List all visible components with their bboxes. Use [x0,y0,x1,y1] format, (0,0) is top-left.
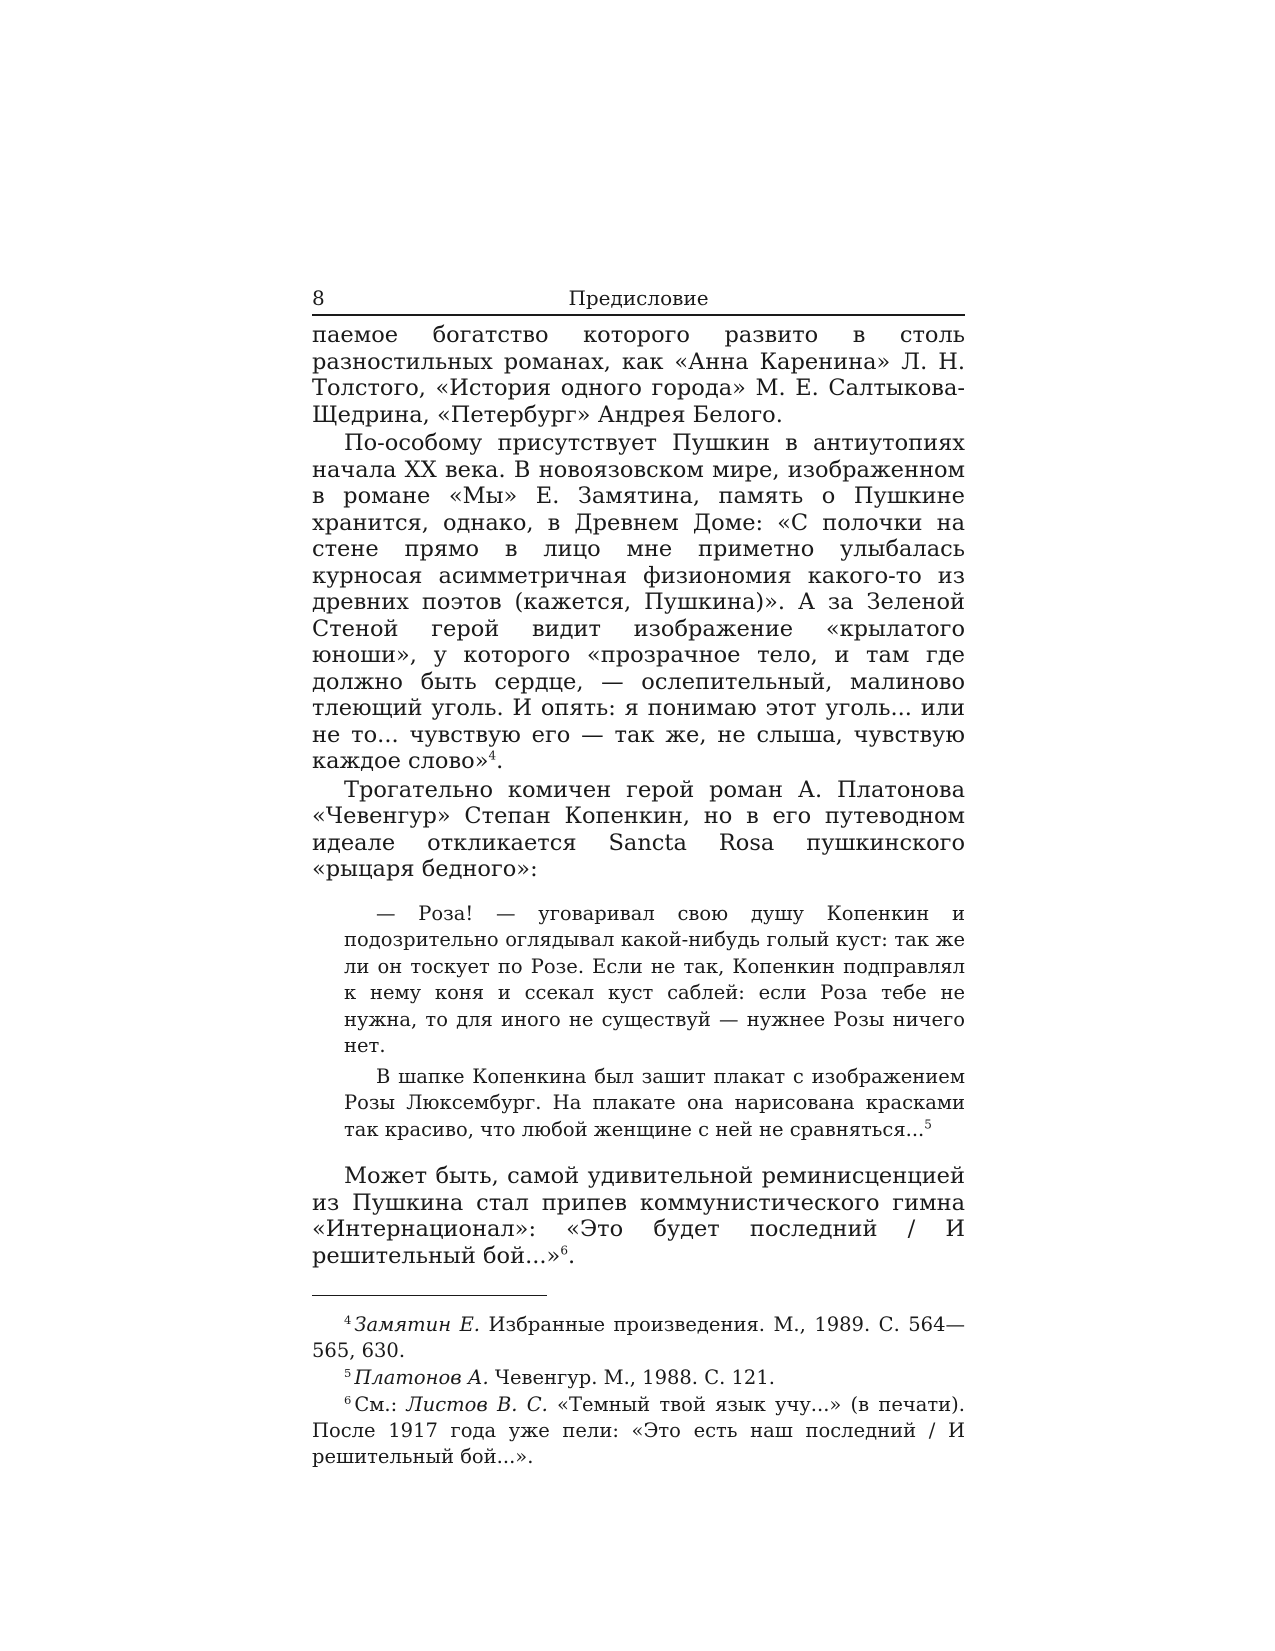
footnote-4: $^4$ Замятин Е. Избранные произведения. М., 1989. С. 564—565, 630. [312,1312,965,1362]
footnotes [312,1312,965,1470]
footnote-ref-5[interactable]: 5 [924,1117,932,1131]
paragraph-internationale: Может быть, самой удивительной реминисценцией из Пушкина стал припев коммунистического гимна «Интернационал»: «Это будет последний / И решительный бой...»$^6$. [312,1163,965,1269]
main-text [312,322,965,883]
main-text-continued [312,1163,965,1269]
paragraph-continued: паемое богатство которого развито в столь разностильных романах, как «Анна Каренина» Л. Н. Толстого, «История одного города» М. Е. Салтыкова-Щедрина, «Петербург» Андрея Белого. [312,322,965,428]
block-quote [344,901,965,1144]
footnote-5: $^5$ Платонов А. Чевенгур. М., 1988. С. 121. [344,1365,775,1389]
footnote-6: $^6$ См.: Листов В. С. «Темный твой язык учу...» (в печати). После 1917 года уже пели: «Это есть наш последний / И решительный бой...». [312,1392,965,1468]
footnote-ref-6[interactable]: 6 [560,1243,568,1257]
running-head [312,284,965,316]
section-title: Предисловие [568,286,709,310]
paragraph-antiutopia: По-особому присутствует Пушкин в антиутопиях начала XX века. В новоязовском мире, изображенном в романе «Мы» Е. Замятина, память о Пушкине хранится, однако, в Древнем Доме: «С полочки на стене прямо в лицо мне приметно улыбалась курносая асимметричная физиономия какого-то из древних поэтов (кажется, Пушкина)». А за Зеленой Стеной герой видит изображение «крылатого юноши», у которого «прозрачное тело, и там где должно быть сердце, — ослепительный, малиново тлеющий уголь. И опять: я понимаю этот уголь... или не то... чувствую его — так же, не слыша, чувствую каждое слово»$^4$. [312,430,965,774]
book-page [312,284,965,1470]
quote-paragraph: — Роза! — уговаривал свою душу Копенкин и подозрительно оглядывал какой-нибудь голый куст: так же ли он тоскует по Розе. Если не так, Копенкин подправлял к нему коня и ссекал куст саблей: если Роза тебе не нужна, то для иного не существуй — нужнее Розы ничего нет. [344,901,965,1057]
page-number: 8 [312,286,325,310]
footnote-ref-4[interactable]: 4 [488,748,497,763]
paragraph-chevengur: Трогательно комичен герой роман А. Платонова «Чевенгур» Степан Копенкин, но в его путеводном идеале откликается Sancta Rosa пушкинского «рыцаря бедного»: [312,776,965,882]
quote-paragraph: В шапке Копенкина был зашит плакат с изображением Розы Люксембург. На плакате она нарисована красками так красиво, что любой женщине с ней не сравняться...$^5$ [344,1064,965,1141]
footnote-divider [312,1295,547,1296]
